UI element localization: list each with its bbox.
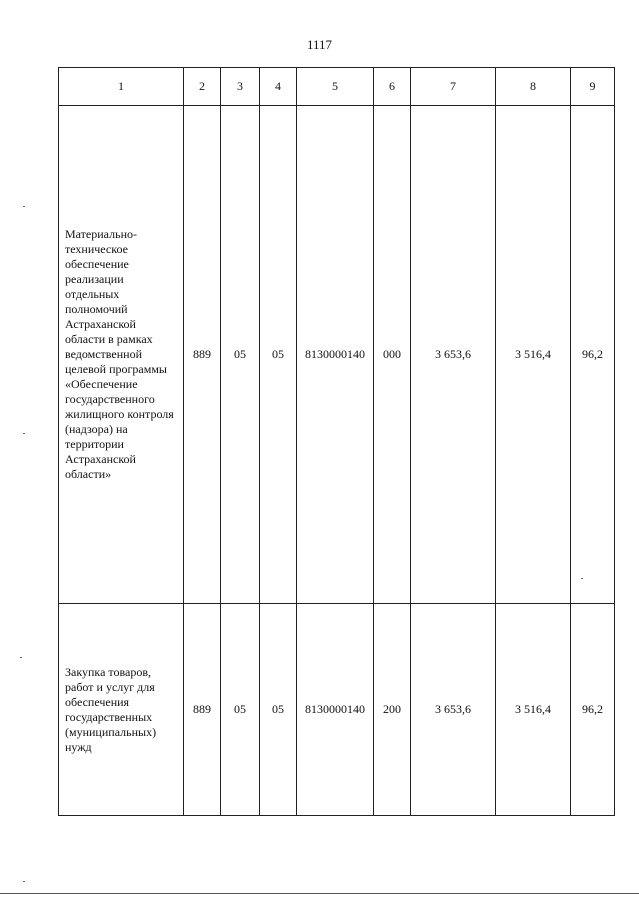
table-row (59, 604, 615, 816)
cell-col7: 3 653,6 (411, 106, 496, 604)
header-cell: 3 (221, 68, 260, 106)
row-description: Закупка товаров, работ и услуг для обеспечения государственных (муниципальных) нужд (59, 604, 184, 816)
page-bottom-rule (0, 893, 639, 894)
table-header-row (59, 68, 615, 106)
cell-col5: 8130000140 (297, 604, 374, 816)
cell-col5: 8130000140 (297, 106, 374, 604)
cell-col2: 889 (184, 604, 221, 816)
scan-speck (20, 657, 22, 658)
table-row (59, 106, 615, 604)
cell-col9: 96,2 (571, 106, 615, 604)
header-cell: 7 (411, 68, 496, 106)
header-cell: 6 (374, 68, 411, 106)
cell-col9: 96,2 (571, 604, 615, 816)
header-cell: 5 (297, 68, 374, 106)
cell-col4: 05 (260, 604, 297, 816)
cell-col8: 3 516,4 (496, 604, 571, 816)
header-cell: 2 (184, 68, 221, 106)
cell-col3: 05 (221, 106, 260, 604)
scan-speck (581, 578, 583, 579)
header-cell: 4 (260, 68, 297, 106)
header-cell: 9 (571, 68, 615, 106)
cell-col2: 889 (184, 106, 221, 604)
cell-col6: 200 (374, 604, 411, 816)
cell-col4: 05 (260, 106, 297, 604)
scan-speck (23, 206, 25, 207)
cell-col8: 3 516,4 (496, 106, 571, 604)
scan-speck (23, 433, 25, 434)
row-description: Материально-техническое обеспечение реализации отдельных полномочий Астраханской области в рамках ведомственной целевой программы «Обеспечение государственного жилищного контроля (надзора) на территории Астраханской области» (59, 106, 184, 604)
scan-speck (23, 881, 25, 882)
cell-col3: 05 (221, 604, 260, 816)
budget-table (58, 67, 615, 816)
header-cell: 8 (496, 68, 571, 106)
cell-col6: 000 (374, 106, 411, 604)
page-number: 1117 (306, 37, 333, 52)
cell-col7: 3 653,6 (411, 604, 496, 816)
header-cell: 1 (59, 68, 184, 106)
